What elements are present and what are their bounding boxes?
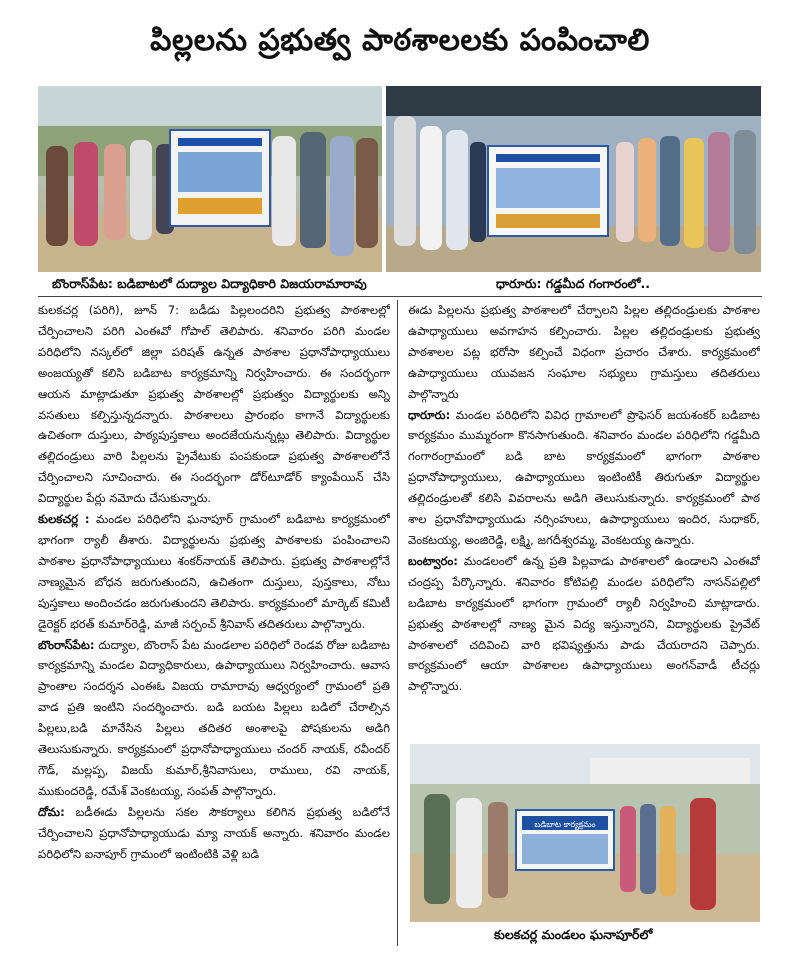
divider <box>38 296 762 297</box>
group-photo-image <box>386 86 761 272</box>
banner-text: బడిబాట కార్యక్రమం <box>534 820 596 829</box>
photo-caption-bomraspet: బొంరాస్‌పేట: బడిబాటలో దుద్యాల విద్యాధికారి విజయరామారావు <box>52 276 367 291</box>
paragraph-text: మండల పరిధిలోని ఘనాపూర్ గ్రామంలో బడిబాట కార్యక్రమంలో భాగంగా ర్యాలీ తీశారు. విద్యార్థులను ప్రభుత్వ పాఠశాలకు పంపించాలని పాఠశాల ప్రధానోపాధ్యాయులు శంకర్‌నాయక్ తెలిపారు. ప్రభుత్వ పాఠశాలల్లోనే నాణ్యమైన బోధన జరుగుతుందని, ఉచితంగా దుస్తులు, పుస్తకాలు, నోటు పుస్తకాలు అందించడం జరుగుతుందని తెలిపారు. కార్యక్రమంలో మార్కెట్ కమిటీ డైరెక్టర్ భరత్ కుమార్‌రెడ్డి, మాజీ సర్పంచ్ శ్రీనివాస్ తదితరులు పాల్గొన్నారు. <box>38 512 390 631</box>
paragraph <box>408 551 760 697</box>
group-photo-image <box>410 744 760 922</box>
paragraph-kicker: ధారూరు: <box>408 407 451 422</box>
paragraph <box>38 635 390 802</box>
column-divider <box>397 300 398 946</box>
paragraph-text: మండలంలో ఉన్న ప్రతి పిల్లవాడు పాఠశాలలో ఉండాలని ఎంఈవో చంద్రప్ప పేర్కొన్నారు. శనివారం కోటిపల్లి మండల పరిధిలోని నాసన్‌పల్లిలో బడిబాట కార్యక్రమంలో భాగంగా గ్రామంలో ర్యాలీ నిర్వహించి మాట్లాడారు. ప్రభుత్వ పాఠశాలల్లో నాణ్య మైన విద్య ఇస్తున్నారని, విద్యార్థులకు ప్రైవేట్ పాఠశాలలో చదివించి వారి భవిష్యత్తును పాడు చేయరాదని చెప్పారు. కార్యక్రమంలో ఆయా పాఠశాలల ఉపాధ్యాయులు అంగన్‌వాడీ టీచర్లు పాల్గొన్నారు. <box>408 553 760 694</box>
paragraph <box>38 802 390 865</box>
photo-caption-ghanapur: కులకచర్ల మండలం ఘనాపూర్‌లో <box>494 927 653 942</box>
paragraph <box>38 300 390 509</box>
paragraph-kicker: బంట్వారం: <box>408 553 458 568</box>
paragraph-text: బడీఈడు పిల్లలను సకల సౌకర్యాలు కలిగిన ప్రభుత్వ బడిలోనే చేర్పించాలని ప్రధానోపాధ్యాయుడు మ్యా నాయక్ అన్నారు. శనివారం మండల పరిధిలోని ఐనాపూర్ గ్రామంలో ఇంటింటికి వెళ్లి బడి <box>38 804 390 861</box>
paragraph <box>408 405 760 551</box>
paragraph-text: దుద్యాల, బొంరాస్ పేట మండలాల పరిధిలో రెండవ రోజు బడిబాట కార్యక్రమాన్ని మండల విద్యాధికారులు, ఉపాధ్యాయులు నిర్వహించారు. ఆవాస ప్రాంతాల సందర్శన ఎంఈఓ విజయ రామారావు ఆధ్వర్యంలో గ్రామంలో ప్రతి వాడ ప్రతి ఇంటిని సందర్శించారు. బడి బయట పిల్లలు బడిలో చేరాల్సిన పిల్లలు,బడి మానేసిన పిల్లలు తదితర అంశాలపై పోషకులను అడిగి తెలుసుకున్నారు. కార్యక్రమంలో ప్రధానోపాధ్యాయులు చందర్ నాయక్, రవీందర్ గౌడ్, మల్లప్ప, విజయ్ కుమార్,శ్రీనివాసులు, రాములు, రవి నాయక్, ముకుందరెడ్డి, రమేశ్ వెంకటయ్య, సంపత్ పాల్గొన్నారు. <box>38 637 390 798</box>
photo-ghanapur <box>410 744 760 922</box>
group-photo-image <box>38 86 382 272</box>
article-column-left <box>38 300 390 950</box>
headline: పిల్లలను ప్రభుత్వ పాఠశాలలకు పంపించాలి <box>150 23 650 58</box>
photo-dharur <box>386 86 761 272</box>
paragraph-text: ఈడు పిల్లలను ప్రభుత్వ పాఠశాలలో చేర్పాలని పిల్లల తల్లిదండ్రులకు పాఠశాల ఉపాధ్యాయులు అవగాహన కల్పించారు. పిల్లల తల్లిదండ్రులకు ప్రభుత్వ పాఠశాలల పట్ల భరోసా కల్పించే విధంగా ప్రచారం చేశారు. కార్యక్రమంలో ఉపాధ్యాయులు యువజన సంఘాల సభ్యులు గ్రామస్తులు తదితరులు పాల్గొన్నారు <box>408 303 760 401</box>
paragraph-kicker: కులకచర్ల : <box>38 512 90 527</box>
paragraph-text: కులకచర్ల (పరిగి), జూన్ 7: బడీడు పిల్లలందరిని ప్రభుత్వ పాఠశాలల్లో చేర్పించాలని పరిగి ఎంఈవో గోపాల్ తెలిపారు. శనివారం పరిగి మండల పరిధిలోని నస్కల్‌లో జిల్లా పరిషత్ ఉన్నత పాఠశాల ప్రధానోపాధ్యాయులు అంజయ్యతో కలిసి బడిబాట కార్యక్రమాన్ని నిర్వహించారు. ఈ సందర్భంగా ఆయన మాట్లాడుతూ ప్రభుత్వ పాఠశాలల్లో ప్రభుత్వం విద్యార్థులకు అన్ని వసతులు కల్పిస్తున్నదన్నారు. పాఠశాలలు ప్రారంభం కాగానే విద్యార్థులకు ఉచితంగా దుస్తులు, పాఠ్యపుస్తకాలు అందజేయనున్నట్లు తెలిపారు. విద్యార్థుల తల్లిదండ్రులు వారి పిల్లలను ప్రైవేటుకు పంపకుండా ప్రభుత్వ పాఠశాలలోనే చేర్పించాలని సూచించారు. ఈ సందర్భంగా డోర్‌టూడోర్ క్యాంపేయిన్ చేసి విద్యార్థుల పేర్లు నమోదు చేసుకున్నారు. <box>38 303 390 506</box>
photo-caption-dharur: ధారూరు: గడ్డమీద గంగారంలో.. <box>496 276 651 291</box>
paragraph-kicker: బొంరాస్‌పేట: <box>38 637 95 652</box>
photo-bomraspet <box>38 86 382 272</box>
paragraph <box>38 509 390 634</box>
article-column-right <box>408 300 760 740</box>
paragraph <box>408 300 760 405</box>
paragraph-kicker: దోమ: <box>38 804 65 819</box>
paragraph-text: మండల పరిధిలోని వివిధ గ్రామాలలో ప్రొఫెసర్ జయశంకర్ బడిబాట కార్యక్రమం ముమ్మరంగా కొనసాగుతుంది. శనివారం మండల పరిధిలోని గడ్డమీది గంగారంగ్రామంలో బడి బాట కార్యక్రమంలో భాగంగా పాఠశాల ప్రధానోపాధ్యాయులు, ఉపాధ్యాయులు ఇంటింటికీ తిరుగుతూ విద్యార్థుల తల్లిదండ్రులతో కలిసి వివరాలను అడిగి తెలుసుకున్నారు. కార్యక్రమంలో పాఠ శాల ప్రధానోపాధ్యాయుడు నర్సింహులు, ఉపాధ్యాయులు ఇందిర, సుధాకర్, వెంకటయ్య, అంజిరెడ్డి, లక్ష్మి, జగదీశ్వరమ్మ, వెంకటయ్య ఉన్నారు. <box>408 407 760 547</box>
